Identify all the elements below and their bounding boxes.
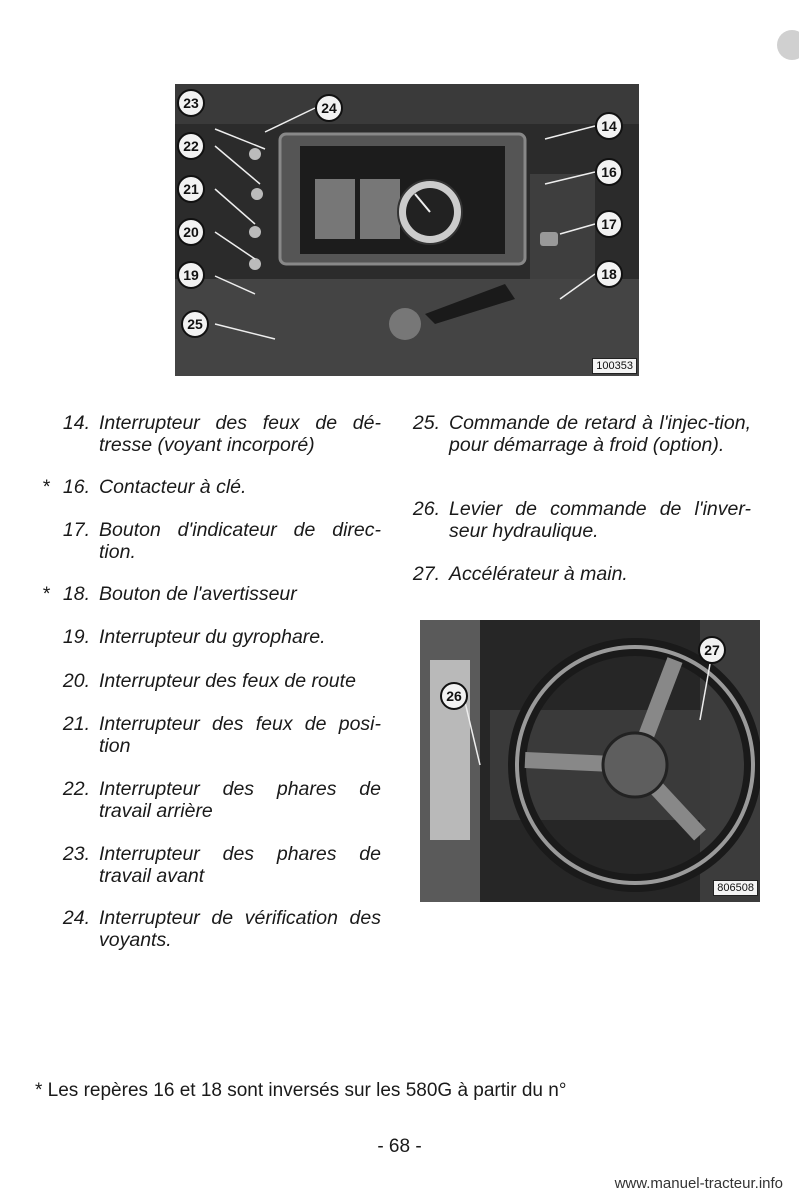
photo-reference-code: 806508 <box>713 880 758 896</box>
legend-item-number: 19. <box>62 626 90 648</box>
callout-14: 14 <box>595 112 623 140</box>
legend-item-number: 18. <box>62 583 90 605</box>
legend-item-text: Bouton d'indicateur de direc-tion. <box>99 519 381 563</box>
dashboard-illustration <box>175 84 639 376</box>
photo-reference-code: 100353 <box>592 358 637 374</box>
asterisk-mark: * <box>42 583 50 605</box>
dashboard-photo <box>175 84 639 376</box>
page-number: - 68 - <box>377 1136 422 1157</box>
legend-item-text: Interrupteur des feux de route <box>99 670 356 692</box>
callout-16: 16 <box>595 158 623 186</box>
legend-item-number: 23. <box>62 843 90 865</box>
callout-26: 26 <box>440 682 468 710</box>
legend-item-text: Contacteur à clé. <box>99 476 247 498</box>
legend-item-number: 24. <box>62 907 90 929</box>
legend-item <box>0 778 390 822</box>
legend-item-text: Levier de commande de l'inver-seur hydraulique. <box>449 498 751 542</box>
legend-item-text: Interrupteur des feux de dé-tresse (voyant incorporé) <box>99 412 381 456</box>
legend-item <box>0 843 390 887</box>
legend-item-text: Accélérateur à main. <box>449 563 628 585</box>
legend-item <box>0 583 390 605</box>
website-url: www.manuel-tracteur.info <box>614 1175 783 1192</box>
legend-item-number: 16. <box>62 476 90 498</box>
legend-item-number: 14. <box>62 412 90 434</box>
legend-item-number: 17. <box>62 519 90 541</box>
legend-item-number: 22. <box>62 778 90 800</box>
legend-item-text: Interrupteur des feux de posi-tion <box>99 713 381 757</box>
legend-item-text: Interrupteur du gyrophare. <box>99 626 326 648</box>
corner-tab-mark <box>777 30 799 60</box>
legend-item-text: Interrupteur des phares de travail arrière <box>99 778 381 822</box>
legend-item-number: 26. <box>412 498 440 520</box>
footnote: * Les repères 16 et 18 sont inversés sur les 580G à partir du n° <box>35 1080 567 1101</box>
steering-wheel-photo <box>420 620 760 902</box>
callout-19: 19 <box>177 261 205 289</box>
legend-item-number: 25. <box>412 412 440 434</box>
callout-22: 22 <box>177 132 205 160</box>
legend-item-number: 27. <box>412 563 440 585</box>
legend-item <box>0 412 390 456</box>
callout-20: 20 <box>177 218 205 246</box>
legend-item <box>0 626 390 648</box>
callout-27: 27 <box>698 636 726 664</box>
legend-item-text: Interrupteur des phares de travail avant <box>99 843 381 887</box>
legend-item-text: Commande de retard à l'injec-tion, pour démarrage à froid (option). <box>449 412 751 456</box>
legend-item <box>0 519 390 563</box>
asterisk-mark: * <box>42 476 50 498</box>
callout-18: 18 <box>595 260 623 288</box>
legend-item <box>0 670 390 692</box>
legend-item-number: 20. <box>62 670 90 692</box>
callout-17: 17 <box>595 210 623 238</box>
legend-item-text: Bouton de l'avertisseur <box>99 583 297 605</box>
legend-item-number: 21. <box>62 713 90 735</box>
legend-item-text: Interrupteur de vérification des voyants. <box>99 907 381 951</box>
callout-24: 24 <box>315 94 343 122</box>
callout-23: 23 <box>177 89 205 117</box>
legend-item <box>0 476 390 498</box>
legend-item <box>0 907 390 951</box>
callout-21: 21 <box>177 175 205 203</box>
legend-item <box>0 713 390 757</box>
callout-25: 25 <box>181 310 209 338</box>
